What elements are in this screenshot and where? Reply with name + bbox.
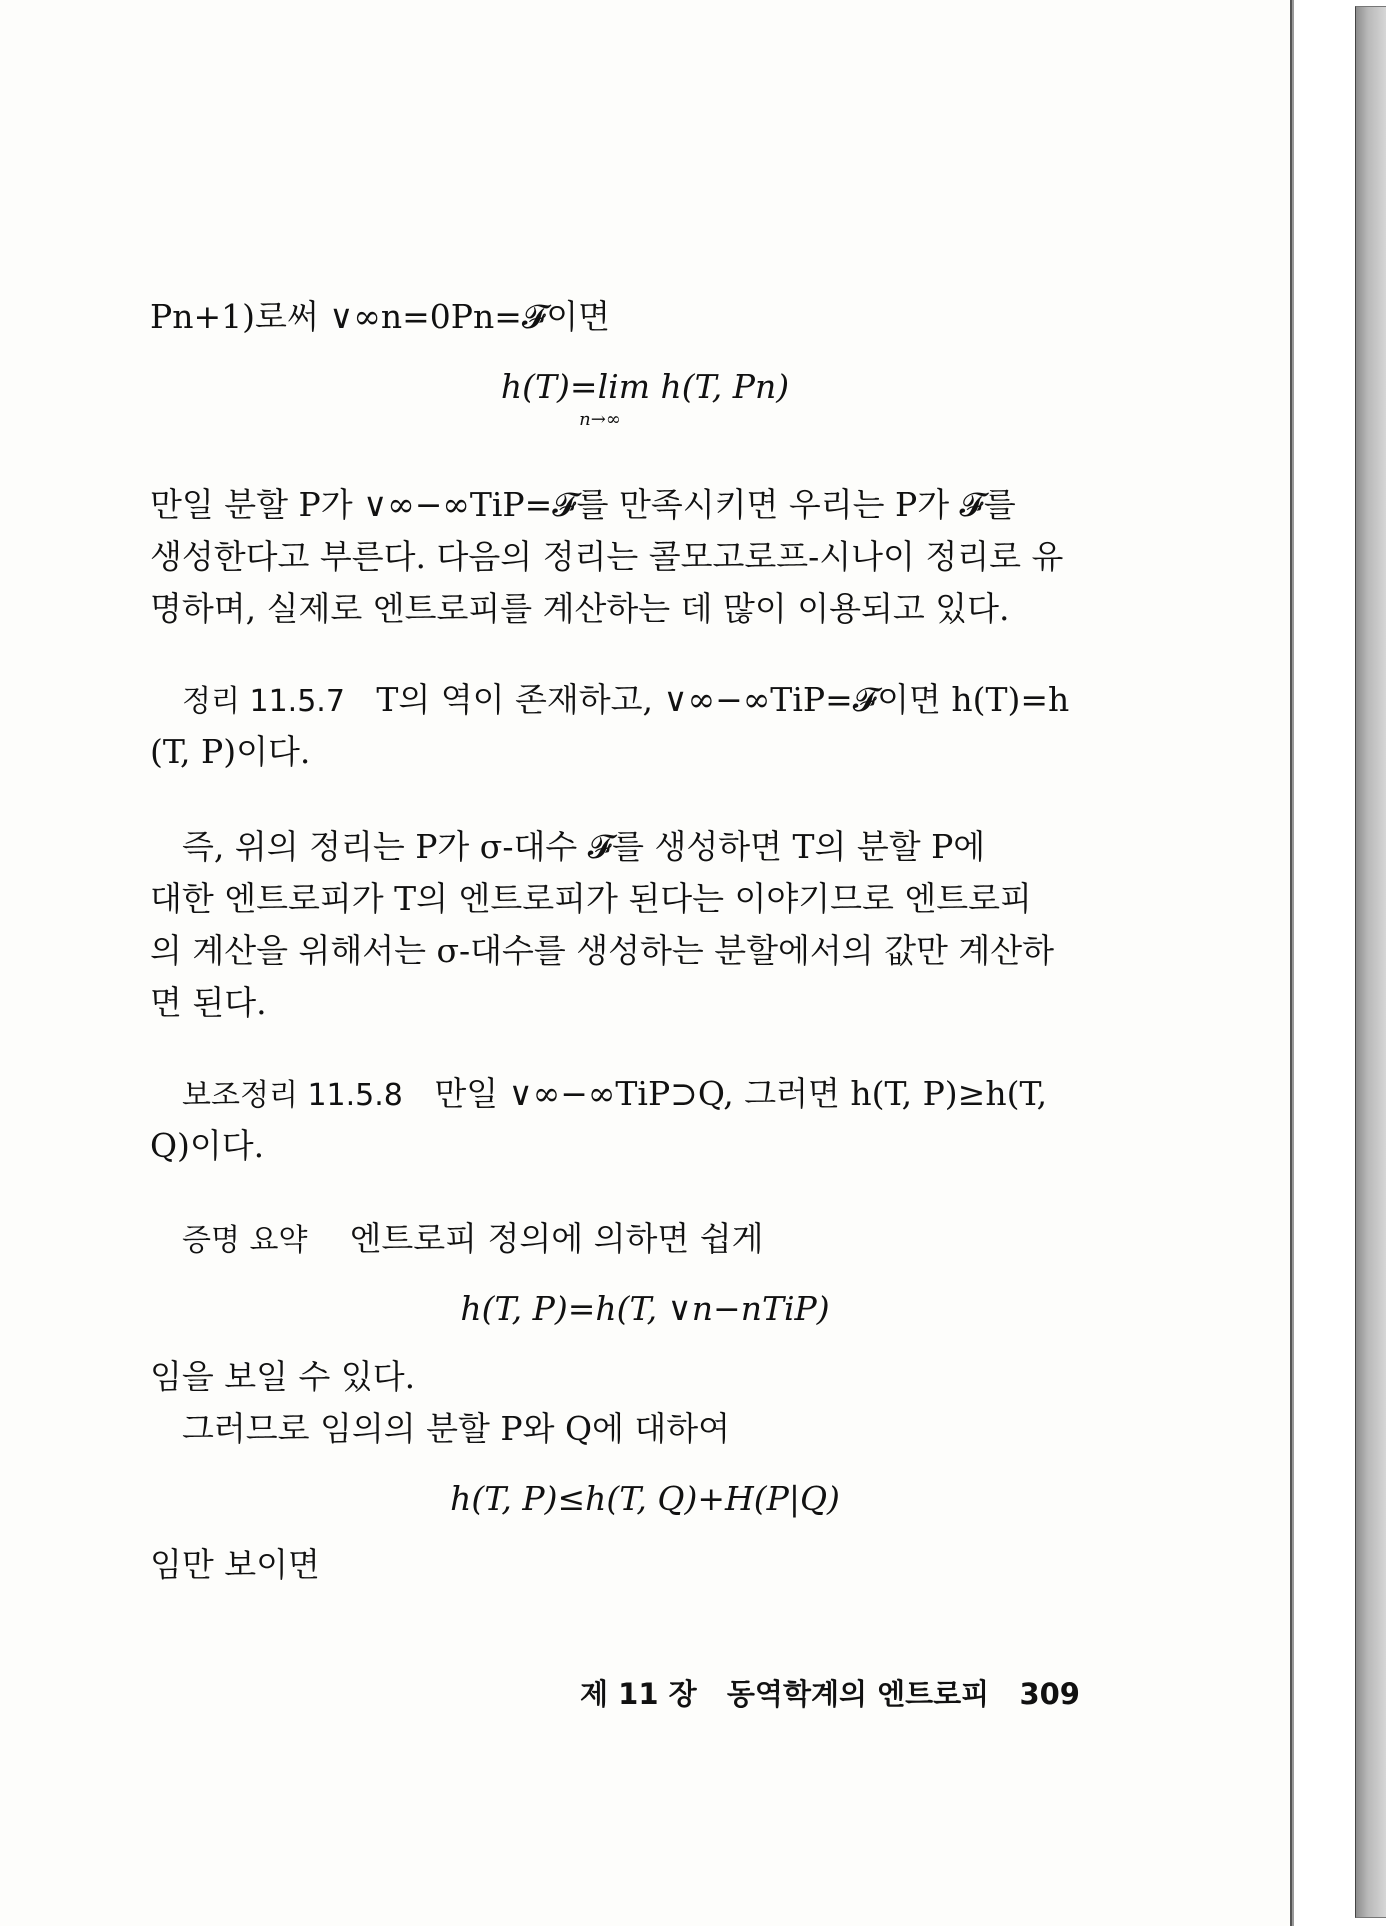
text-line: 그러므로 임의의 분할 P와 Q에 대하여 bbox=[182, 1409, 730, 1448]
lemma-line bbox=[182, 1074, 1048, 1113]
paragraph-line: 만일 분할 P가 ∨∞−∞TiP=𝓕를 만족시키면 우리는 P가 𝓕를 bbox=[150, 485, 1016, 524]
paragraph-line: 명하며, 실제로 엔트로피를 계산하는 데 많이 이용되고 있다. bbox=[150, 589, 1010, 628]
proof-line bbox=[182, 1219, 764, 1258]
chapter-title: 동역학계의 엔트로피 bbox=[726, 1677, 990, 1711]
book-page-edge bbox=[1355, 6, 1386, 1918]
proof-text: 엔트로피 정의에 의하면 쉽게 bbox=[349, 1219, 764, 1258]
theorem-line bbox=[182, 680, 1070, 719]
paragraph-line: 생성한다고 부른다. 다음의 정리는 콜모고로프-시나이 정리로 유 bbox=[150, 537, 1064, 576]
text-line: 임만 보이면 bbox=[150, 1545, 320, 1584]
paragraph-line: 대한 엔트로피가 T의 엔트로피가 된다는 이야기므로 엔트로피 bbox=[150, 879, 1032, 918]
equation-2: h(T, P)=h(T, ∨n−nTiP) bbox=[460, 1289, 830, 1328]
proof-label: 증명 요약 bbox=[182, 1223, 308, 1258]
chapter-number: 제 11 장 bbox=[580, 1677, 697, 1711]
text-line: Pn+1)로써 ∨∞n=0Pn=𝓕이면 bbox=[150, 297, 610, 336]
theorem-line: (T, P)이다. bbox=[150, 732, 311, 771]
theorem-label: 정리 11.5.7 bbox=[182, 684, 345, 719]
paragraph-line: 즉, 위의 정리는 P가 σ-대수 𝓕를 생성하면 T의 분할 P에 bbox=[182, 827, 986, 866]
lemma-text: 만일 ∨∞−∞TiP⊃Q, 그러면 h(T, P)≥h(T, bbox=[434, 1074, 1048, 1113]
theorem-text: T의 역이 존재하고, ∨∞−∞TiP=𝓕이면 h(T)=h bbox=[376, 680, 1070, 719]
equation-limit bbox=[0, 367, 1290, 430]
paragraph-line: 면 된다. bbox=[150, 983, 267, 1022]
running-footer bbox=[580, 1672, 1080, 1713]
paragraph-line: 의 계산을 위해서는 σ-대수를 생성하는 분할에서의 값만 계산하 bbox=[150, 931, 1055, 970]
equation-3: h(T, P)≤h(T, Q)+H(P|Q) bbox=[450, 1479, 840, 1518]
text-line: 임을 보일 수 있다. bbox=[150, 1357, 416, 1396]
limit-subscript: n→∞ bbox=[579, 409, 621, 430]
equation-text: h(T)=lim h(T, Pn) bbox=[500, 367, 790, 406]
lemma-line: Q)이다. bbox=[150, 1126, 265, 1165]
page-number: 309 bbox=[1019, 1677, 1080, 1711]
lemma-label: 보조정리 11.5.8 bbox=[182, 1078, 403, 1113]
